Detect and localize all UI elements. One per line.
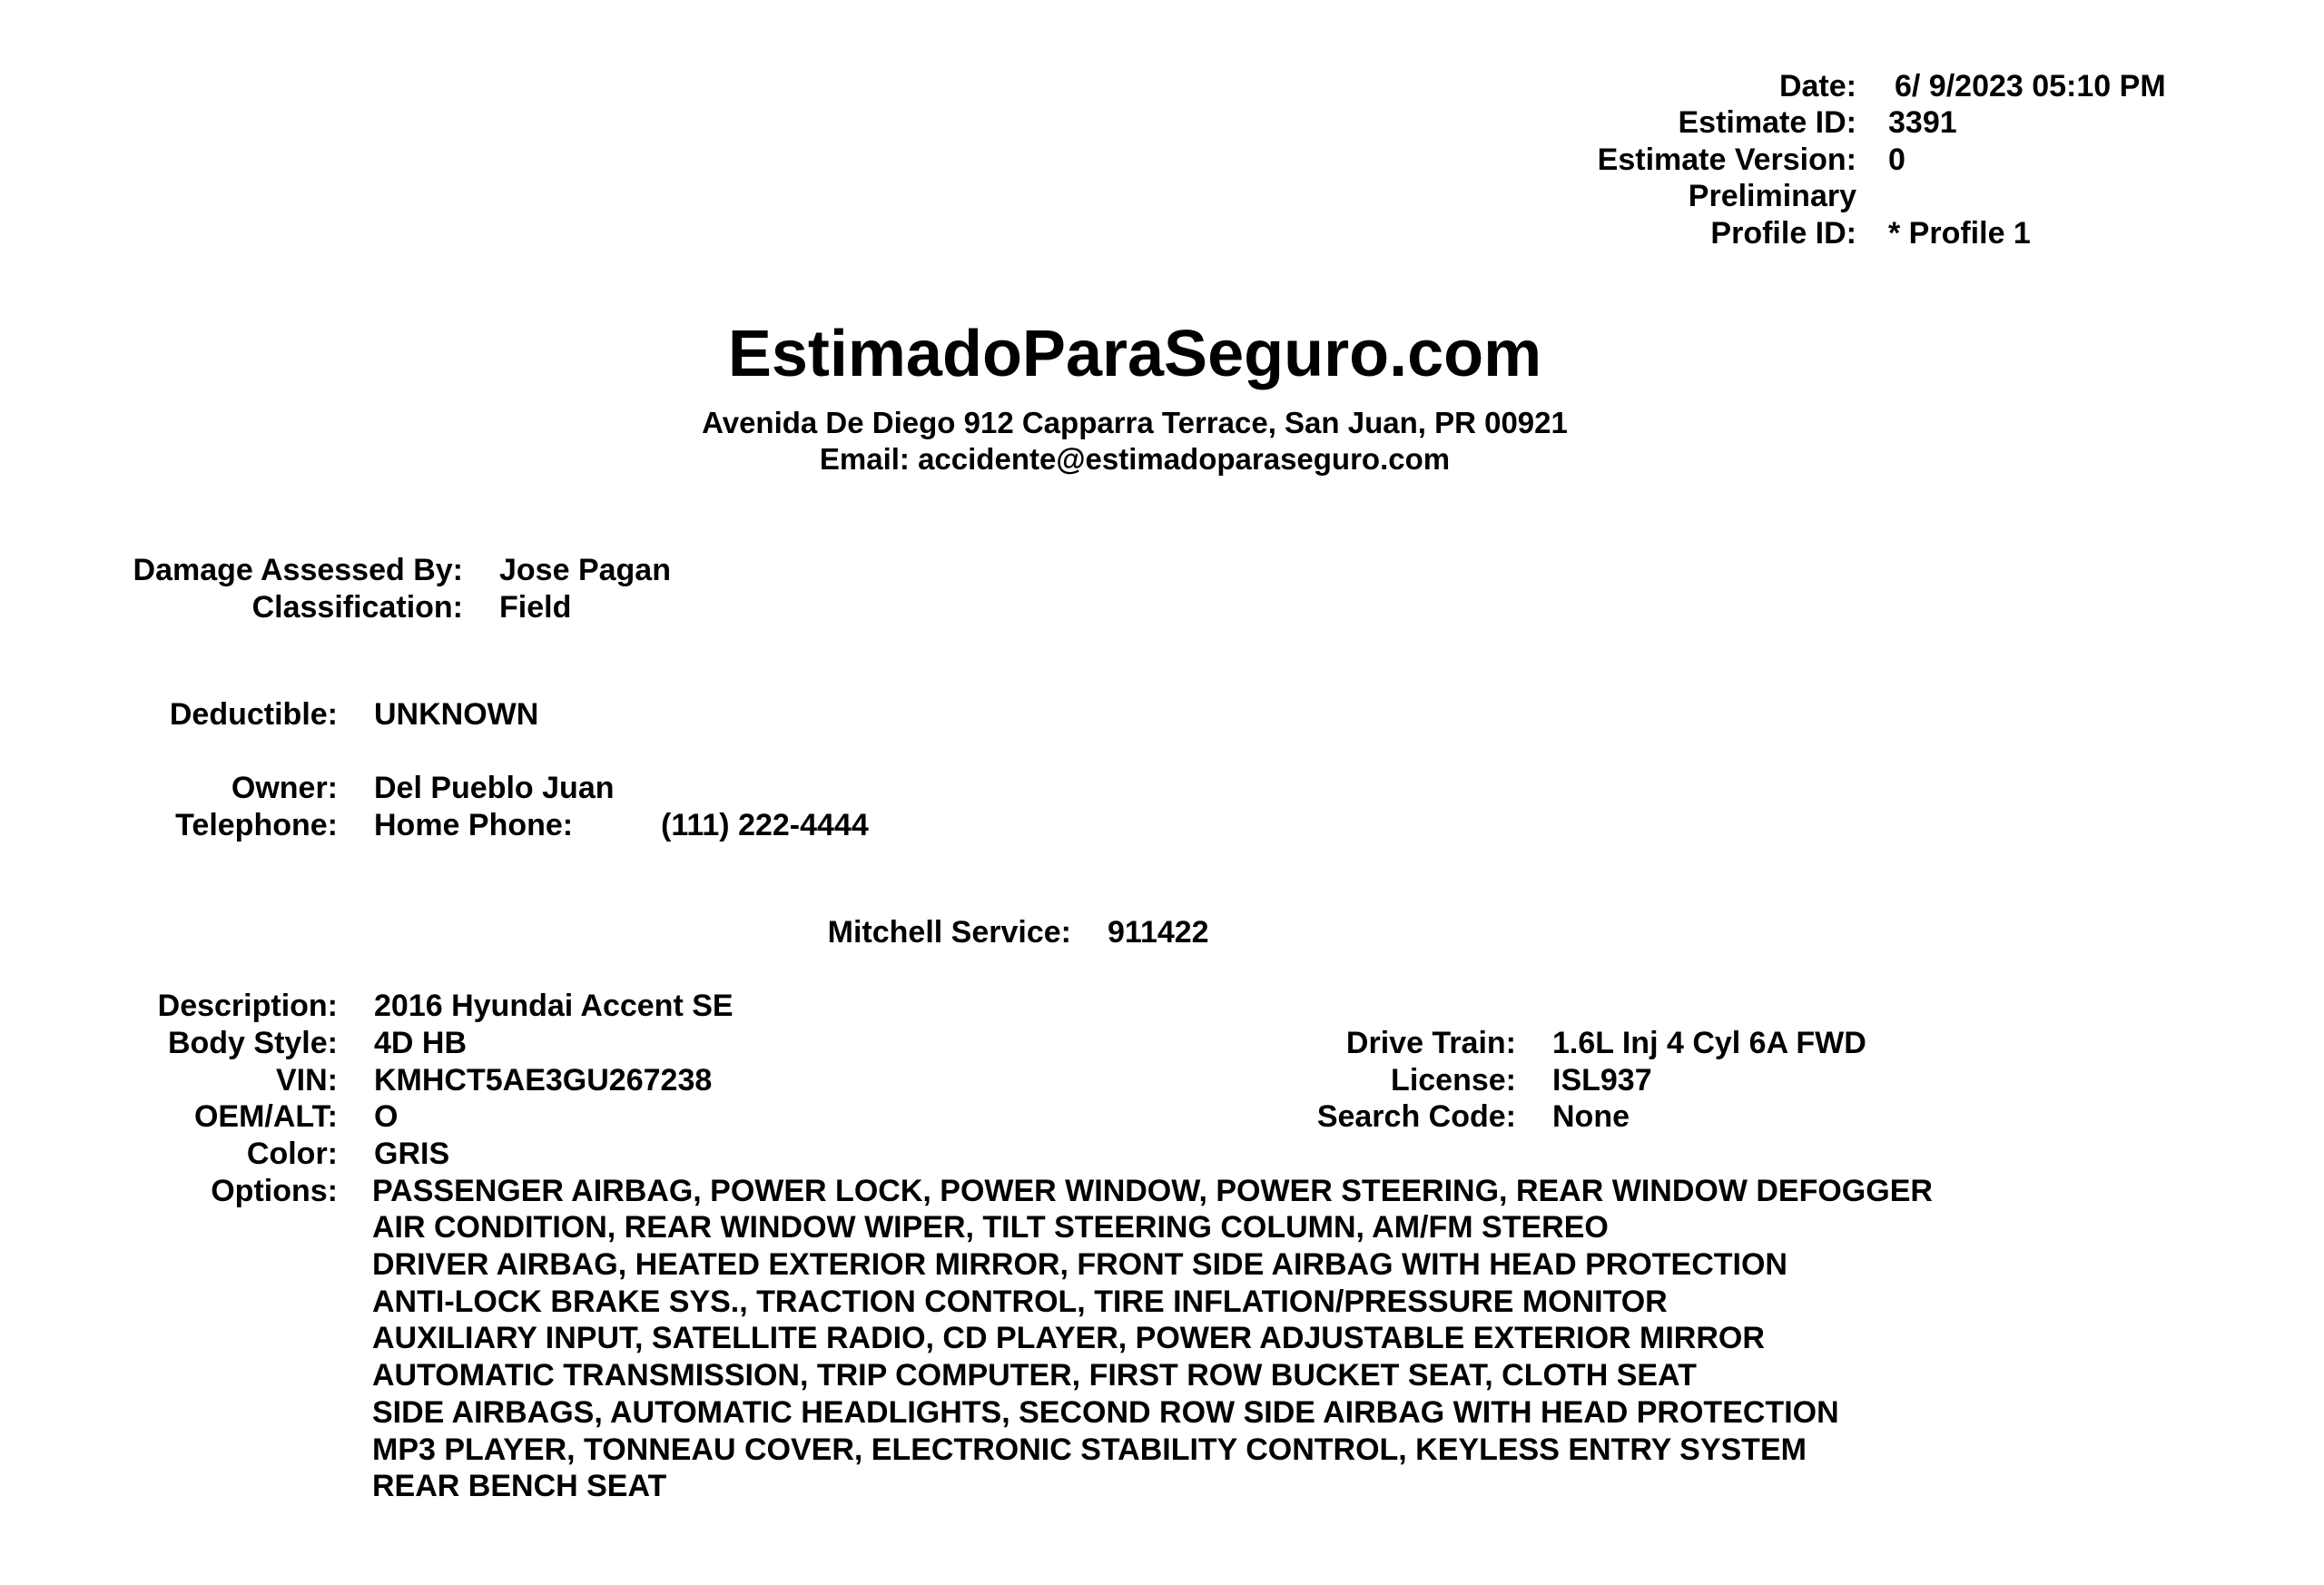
options-line: PASSENGER AIRBAG, POWER LOCK, POWER WINDOW, POWER STEERING, REAR WINDOW DEFOGGER [372,1174,1933,1208]
phone-number: (111) 222-4444 [661,808,869,842]
classification-value: Field [499,590,572,625]
oem-alt-label: OEM/ALT: [193,1099,338,1134]
options-line: REAR BENCH SEAT [372,1469,667,1503]
classification-label: Classification: [251,590,463,625]
options-line: AUXILIARY INPUT, SATELLITE RADIO, CD PLAYER, POWER ADJUSTABLE EXTERIOR MIRROR [372,1321,1765,1355]
company-email: Email: accidente@estimadoparaseguro.com [819,442,1451,476]
deductible-label: Deductible: [169,697,338,732]
options-line: AUTOMATIC TRANSMISSION, TRIP COMPUTER, FIRST ROW BUCKET SEAT, CLOTH SEAT [372,1358,1697,1393]
oem-alt-value: O [374,1099,399,1134]
options-line: AIR CONDITION, REAR WINDOW WIPER, TILT STEERING COLUMN, AM/FM STEREO [372,1210,1609,1245]
estimate-version-label: Estimate Version: [1597,143,1856,177]
drive-train-label: Drive Train: [1345,1026,1516,1060]
license-value: ISL937 [1552,1063,1652,1098]
description-value: 2016 Hyundai Accent SE [374,989,734,1023]
options-line: ANTI-LOCK BRAKE SYS., TRACTION CONTROL, TIRE INFLATION/PRESSURE MONITOR [372,1285,1668,1319]
profile-id-label: Profile ID: [1710,216,1856,251]
estimate-id-label: Estimate ID: [1678,105,1856,140]
preliminary-label: Preliminary [1688,179,1856,213]
owner-label: Owner: [231,771,338,805]
estimate-id-value: 3391 [1888,105,1957,140]
options-line: DRIVER AIRBAG, HEATED EXTERIOR MIRROR, FRONT SIDE AIRBAG WITH HEAD PROTECTION [372,1247,1787,1282]
estimate-version-value: 0 [1888,143,1905,177]
telephone-label: Telephone: [175,808,338,842]
description-label: Description: [157,989,338,1023]
company-name: EstimadoParaSeguro.com [727,318,1542,390]
license-label: License: [1391,1063,1516,1098]
options-line: MP3 PLAYER, TONNEAU COVER, ELECTRONIC STABILITY CONTROL, KEYLESS ENTRY SYSTEM [372,1432,1807,1467]
vin-label: VIN: [276,1063,338,1098]
options-line: SIDE AIRBAGS, AUTOMATIC HEADLIGHTS, SECOND ROW SIDE AIRBAG WITH HEAD PROTECTION [372,1395,1839,1430]
search-code-value: None [1552,1099,1630,1134]
color-label: Color: [246,1137,338,1171]
body-style-value: 4D HB [374,1026,468,1060]
options-label: Options: [211,1174,338,1208]
date-value: 6/ 9/2023 05:10 PM [1895,69,2166,103]
search-code-label: Search Code: [1316,1099,1516,1134]
date-label: Date: [1778,69,1856,103]
mitchell-service-label: Mitchell Service: [827,915,1071,950]
assessed-by-value: Jose Pagan [499,553,671,587]
color-value: GRIS [374,1137,450,1171]
owner-value: Del Pueblo Juan [374,771,615,805]
assessed-by-label: Damage Assessed By: [133,553,463,587]
drive-train-value: 1.6L Inj 4 Cyl 6A FWD [1552,1026,1866,1060]
mitchell-service-value: 911422 [1108,915,1209,950]
profile-id-value: * Profile 1 [1888,216,2031,251]
vin-value: KMHCT5AE3GU267238 [374,1063,713,1098]
body-style-label: Body Style: [167,1026,338,1060]
company-address: Avenida De Diego 912 Capparra Terrace, San Juan, PR 00921 [702,406,1568,439]
phone-type: Home Phone: [374,808,574,842]
deductible-value: UNKNOWN [374,697,539,732]
